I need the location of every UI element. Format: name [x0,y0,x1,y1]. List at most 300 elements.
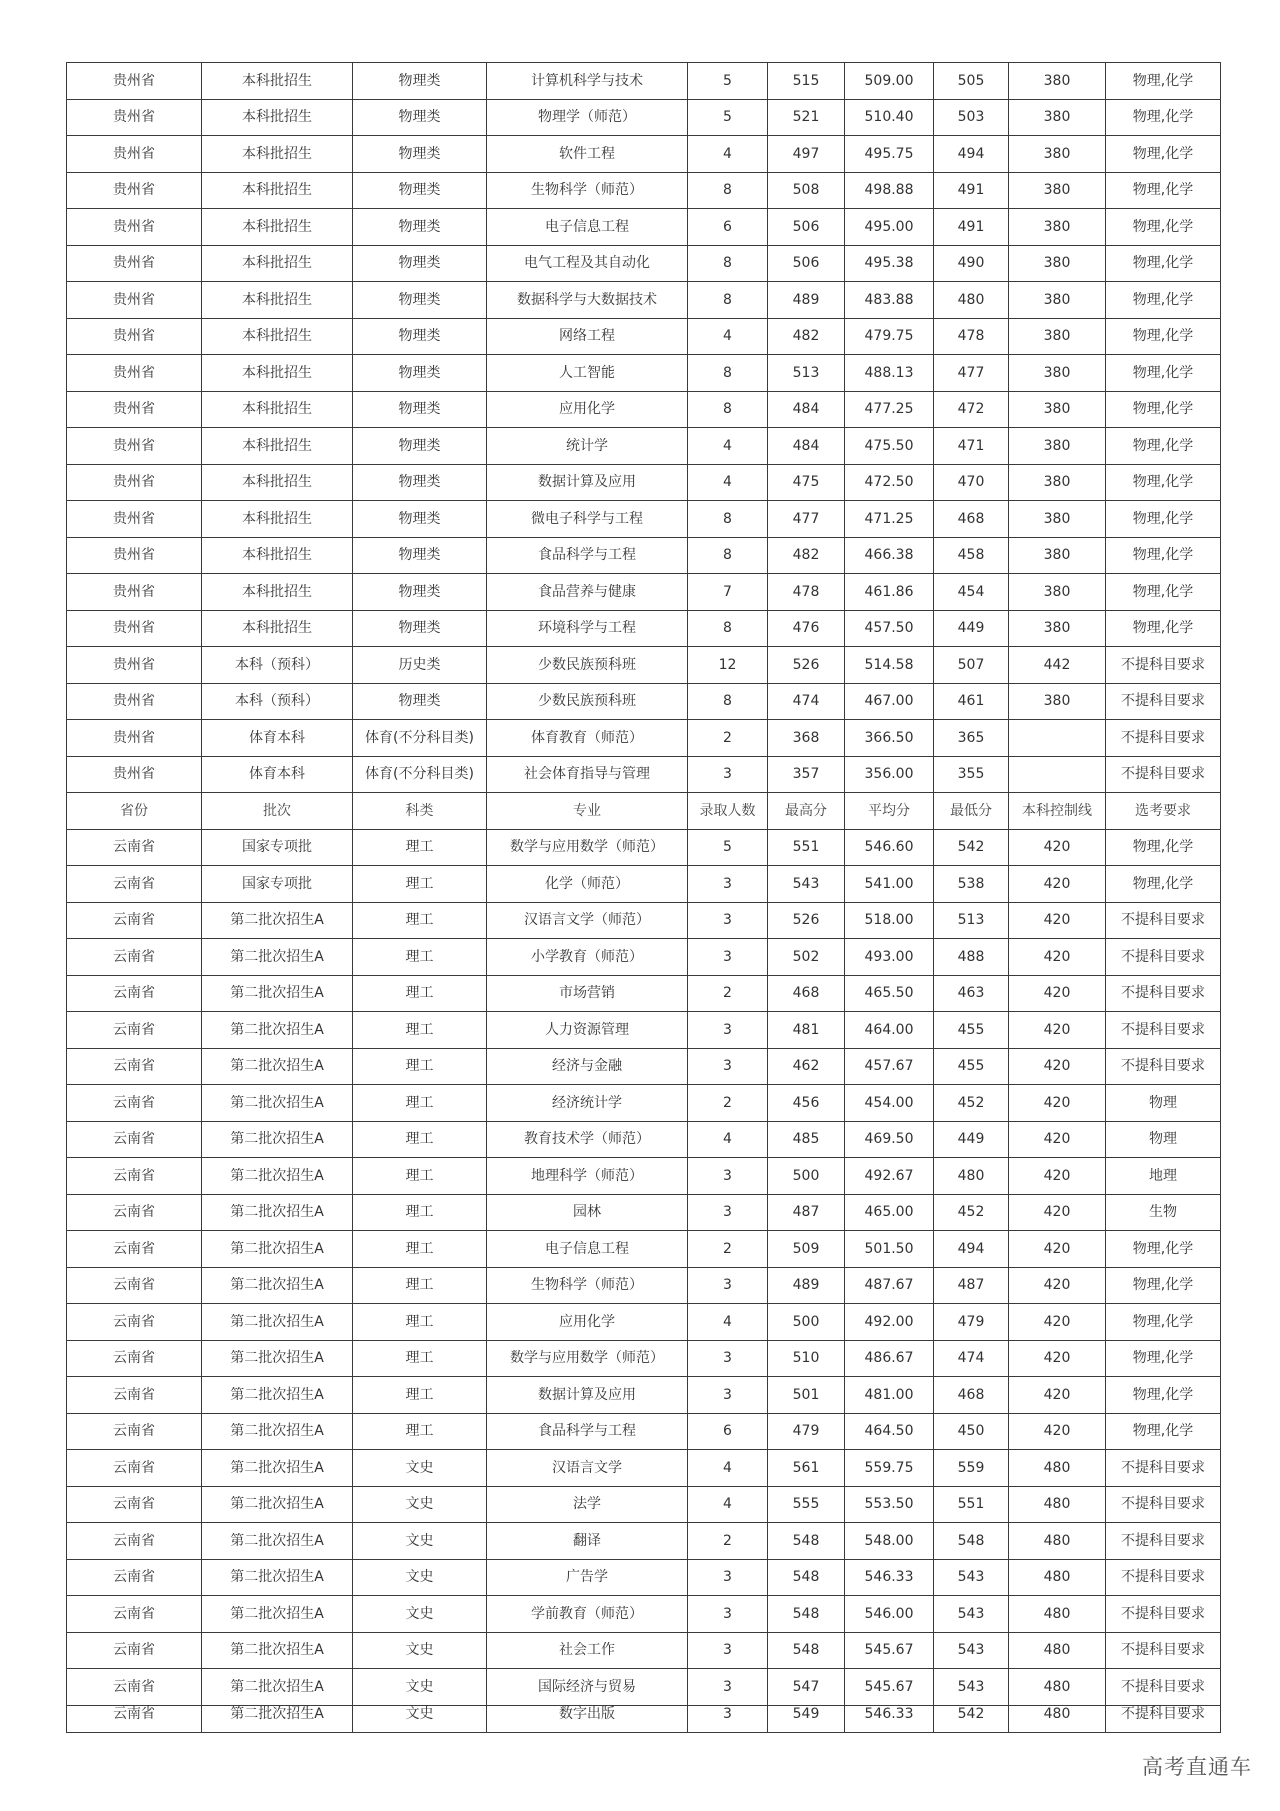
cell-batch: 第二批次招生A [202,1231,353,1268]
cell-batch: 本科批招生 [202,209,353,246]
cell-min-score: 450 [934,1413,1009,1450]
cell-province: 云南省 [67,1012,202,1049]
cell-min-score: 480 [934,1158,1009,1195]
table-row [67,1669,1221,1706]
cell-min-score: 548 [934,1523,1009,1560]
cell-category: 物理类 [353,610,487,647]
cell-max-score: 475 [768,464,845,501]
cell-min-score: 538 [934,866,1009,903]
cell-major: 数据计算及应用 [487,1377,688,1414]
cell-avg-score: 501.50 [845,1231,934,1268]
cell-subject-requirement: 物理,化学 [1106,1377,1221,1414]
cell-avg-score: 553.50 [845,1486,934,1523]
table-row [67,1450,1221,1487]
cell-avg-score: 495.38 [845,245,934,282]
table-row [67,647,1221,684]
cell-province: 贵州省 [67,245,202,282]
cell-province: 贵州省 [67,647,202,684]
cell-province: 贵州省 [67,172,202,209]
cell-max-score: 508 [768,172,845,209]
cell-max-score: 456 [768,1085,845,1122]
cell-major: 食品科学与工程 [487,537,688,574]
cell-admitted-count: 3 [688,1377,768,1414]
cell-control-line: 420 [1009,902,1106,939]
cell-min-score: 513 [934,902,1009,939]
cell-province: 云南省 [67,1304,202,1341]
cell-control-line: 380 [1009,172,1106,209]
cell-avg-score: 559.75 [845,1450,934,1487]
table-row [67,975,1221,1012]
cell-subject-requirement: 不提科目要求 [1106,1048,1221,1085]
cell-subject-requirement: 物理 [1106,1085,1221,1122]
cell-max-score: 484 [768,428,845,465]
cell-category: 文史 [353,1450,487,1487]
cell-province: 贵州省 [67,428,202,465]
cell-max-score: 500 [768,1304,845,1341]
cell-major: 广告学 [487,1559,688,1596]
cell-min-score: 491 [934,172,1009,209]
cell-batch: 本科批招生 [202,99,353,136]
cell-avg-score: 469.50 [845,1121,934,1158]
cell-batch: 本科（预科） [202,683,353,720]
cell-province: 贵州省 [67,63,202,100]
cell-max-score: 561 [768,1450,845,1487]
cell-category: 理工 [353,1304,487,1341]
cell-major: 数学与应用数学（师范） [487,829,688,866]
cell-batch: 第二批次招生A [202,1450,353,1487]
cell-batch: 第二批次招生A [202,902,353,939]
admission-score-table [66,62,1221,1733]
cell-subject-requirement: 不提科目要求 [1106,939,1221,976]
cell-admitted-count: 8 [688,537,768,574]
cell-control-line: 480 [1009,1632,1106,1669]
cell-min-score: 470 [934,464,1009,501]
cell-min-score: 543 [934,1596,1009,1633]
cell-max-score: 510 [768,1340,845,1377]
cell-subject-requirement: 不提科目要求 [1106,1559,1221,1596]
cell-province: 云南省 [67,1559,202,1596]
cell-avg-score: 486.67 [845,1340,934,1377]
cell-major: 少数民族预科班 [487,683,688,720]
cell-avg-score: 457.50 [845,610,934,647]
cell-max-score: 551 [768,829,845,866]
cell-control-line: 420 [1009,1267,1106,1304]
header-cell-major: 专业 [487,793,688,830]
cell-subject-requirement: 物理,化学 [1106,610,1221,647]
cell-control-line: 480 [1009,1705,1106,1732]
cell-province: 云南省 [67,975,202,1012]
cell-category: 理工 [353,1158,487,1195]
cell-max-score: 526 [768,647,845,684]
cell-min-score: 477 [934,355,1009,392]
cell-control-line: 380 [1009,63,1106,100]
cell-category: 理工 [353,1085,487,1122]
cell-major: 园林 [487,1194,688,1231]
cell-max-score: 368 [768,720,845,757]
header-cell-category: 科类 [353,793,487,830]
cell-control-line: 420 [1009,1048,1106,1085]
cell-avg-score: 472.50 [845,464,934,501]
cell-subject-requirement: 物理,化学 [1106,1340,1221,1377]
cell-control-line: 480 [1009,1486,1106,1523]
cell-major: 市场营销 [487,975,688,1012]
cell-subject-requirement: 不提科目要求 [1106,683,1221,720]
cell-major: 数学与应用数学（师范） [487,1340,688,1377]
cell-max-score: 481 [768,1012,845,1049]
cell-avg-score: 493.00 [845,939,934,976]
table-row [67,537,1221,574]
cell-subject-requirement: 物理,化学 [1106,464,1221,501]
table-row [67,756,1221,793]
cell-subject-requirement: 物理 [1106,1121,1221,1158]
cell-avg-score: 495.75 [845,136,934,173]
cell-category: 理工 [353,1377,487,1414]
cell-control-line: 380 [1009,245,1106,282]
cell-batch: 第二批次招生A [202,1486,353,1523]
cell-min-score: 480 [934,282,1009,319]
cell-admitted-count: 5 [688,99,768,136]
cell-category: 理工 [353,939,487,976]
cell-min-score: 468 [934,501,1009,538]
cell-major: 人工智能 [487,355,688,392]
cell-control-line: 420 [1009,866,1106,903]
cell-province: 云南省 [67,1048,202,1085]
cell-avg-score: 464.50 [845,1413,934,1450]
cell-category: 理工 [353,866,487,903]
cell-province: 云南省 [67,1121,202,1158]
cell-admitted-count: 3 [688,1669,768,1706]
cell-category: 文史 [353,1523,487,1560]
cell-category: 体育(不分科目类) [353,756,487,793]
cell-province: 贵州省 [67,610,202,647]
cell-batch: 第二批次招生A [202,975,353,1012]
cell-max-score: 474 [768,683,845,720]
cell-admitted-count: 4 [688,1304,768,1341]
cell-avg-score: 546.60 [845,829,934,866]
cell-major: 经济与金融 [487,1048,688,1085]
cell-subject-requirement: 生物 [1106,1194,1221,1231]
cell-max-score: 479 [768,1413,845,1450]
cell-batch: 第二批次招生A [202,1596,353,1633]
table-row [67,1596,1221,1633]
cell-avg-score: 457.67 [845,1048,934,1085]
cell-avg-score: 479.75 [845,318,934,355]
cell-province: 云南省 [67,902,202,939]
cell-major: 食品科学与工程 [487,1413,688,1450]
cell-min-score: 543 [934,1669,1009,1706]
cell-batch: 第二批次招生A [202,1194,353,1231]
table-row [67,866,1221,903]
cell-batch: 本科批招生 [202,245,353,282]
table-row [67,720,1221,757]
cell-major: 国际经济与贸易 [487,1669,688,1706]
cell-min-score: 542 [934,829,1009,866]
cell-batch: 第二批次招生A [202,1669,353,1706]
cell-avg-score: 461.86 [845,574,934,611]
cell-admitted-count: 4 [688,318,768,355]
table-row [67,1486,1221,1523]
cell-max-score: 506 [768,245,845,282]
cell-avg-score: 509.00 [845,63,934,100]
cell-max-score: 548 [768,1632,845,1669]
table-row [67,209,1221,246]
cell-major: 电子信息工程 [487,1231,688,1268]
cell-category: 物理类 [353,464,487,501]
cell-min-score: 452 [934,1085,1009,1122]
cell-category: 物理类 [353,683,487,720]
cell-avg-score: 477.25 [845,391,934,428]
cell-min-score: 468 [934,1377,1009,1414]
cell-batch: 国家专项批 [202,829,353,866]
cell-avg-score: 488.13 [845,355,934,392]
cell-max-score: 482 [768,318,845,355]
table-row [67,1523,1221,1560]
cell-batch: 本科批招生 [202,610,353,647]
cell-province: 云南省 [67,1377,202,1414]
cell-max-score: 482 [768,537,845,574]
cell-subject-requirement: 不提科目要求 [1106,1632,1221,1669]
cell-control-line: 420 [1009,829,1106,866]
cell-min-score: 449 [934,1121,1009,1158]
cell-batch: 第二批次招生A [202,1121,353,1158]
cell-subject-requirement: 不提科目要求 [1106,975,1221,1012]
cell-min-score: 455 [934,1012,1009,1049]
cell-category: 物理类 [353,501,487,538]
cell-batch: 第二批次招生A [202,1158,353,1195]
cell-admitted-count: 6 [688,209,768,246]
cell-admitted-count: 3 [688,1340,768,1377]
cell-min-score: 543 [934,1632,1009,1669]
table-row [67,829,1221,866]
cell-min-score: 494 [934,1231,1009,1268]
cell-province: 云南省 [67,866,202,903]
cell-max-score: 515 [768,63,845,100]
cell-control-line: 380 [1009,464,1106,501]
cell-control-line: 380 [1009,537,1106,574]
table-row [67,1559,1221,1596]
cell-province: 云南省 [67,1523,202,1560]
cell-max-score: 555 [768,1486,845,1523]
cell-major: 小学教育（师范） [487,939,688,976]
cell-admitted-count: 5 [688,63,768,100]
cell-batch: 第二批次招生A [202,1340,353,1377]
cell-province: 云南省 [67,939,202,976]
cell-subject-requirement: 不提科目要求 [1106,1450,1221,1487]
cell-major: 电子信息工程 [487,209,688,246]
cell-major: 社会体育指导与管理 [487,756,688,793]
table-row [67,391,1221,428]
cell-avg-score: 548.00 [845,1523,934,1560]
table-row [67,1048,1221,1085]
cell-category: 理工 [353,902,487,939]
cell-category: 历史类 [353,647,487,684]
cell-max-score: 509 [768,1231,845,1268]
cell-control-line: 380 [1009,355,1106,392]
cell-subject-requirement: 地理 [1106,1158,1221,1195]
cell-admitted-count: 3 [688,1596,768,1633]
table-header-row [67,793,1221,830]
cell-category: 物理类 [353,136,487,173]
cell-batch: 国家专项批 [202,866,353,903]
cell-avg-score: 492.00 [845,1304,934,1341]
cell-control-line: 420 [1009,1231,1106,1268]
table-row [67,939,1221,976]
cell-avg-score: 498.88 [845,172,934,209]
table-row [67,1632,1221,1669]
cell-max-score: 548 [768,1596,845,1633]
cell-major: 物理学（师范） [487,99,688,136]
header-cell-max-score: 最高分 [768,793,845,830]
cell-avg-score: 481.00 [845,1377,934,1414]
cell-category: 物理类 [353,318,487,355]
table-row [67,245,1221,282]
cell-min-score: 365 [934,720,1009,757]
cell-avg-score: 466.38 [845,537,934,574]
cell-subject-requirement: 物理,化学 [1106,1267,1221,1304]
cell-min-score: 472 [934,391,1009,428]
cell-category: 物理类 [353,428,487,465]
cell-category: 文史 [353,1559,487,1596]
cell-province: 云南省 [67,1413,202,1450]
cell-control-line: 420 [1009,939,1106,976]
header-cell-avg-score: 平均分 [845,793,934,830]
cell-min-score: 487 [934,1267,1009,1304]
cell-major: 数字出版 [487,1705,688,1732]
cell-province: 贵州省 [67,464,202,501]
cell-min-score: 454 [934,574,1009,611]
cell-control-line: 380 [1009,610,1106,647]
cell-control-line: 420 [1009,1121,1106,1158]
cell-control-line [1009,756,1106,793]
cell-max-score: 506 [768,209,845,246]
cell-admitted-count: 8 [688,683,768,720]
cell-batch: 本科批招生 [202,172,353,209]
cell-control-line: 442 [1009,647,1106,684]
cell-subject-requirement: 不提科目要求 [1106,1705,1221,1732]
cell-province: 云南省 [67,1158,202,1195]
cell-province: 贵州省 [67,318,202,355]
cell-avg-score: 545.67 [845,1632,934,1669]
table-row [67,1231,1221,1268]
cell-control-line: 420 [1009,1377,1106,1414]
cell-subject-requirement: 物理,化学 [1106,245,1221,282]
cell-category: 文史 [353,1705,487,1732]
cell-control-line: 480 [1009,1559,1106,1596]
cell-admitted-count: 6 [688,1413,768,1450]
cell-subject-requirement: 物理,化学 [1106,501,1221,538]
cell-admitted-count: 3 [688,1705,768,1732]
table-row [67,1340,1221,1377]
table-row [67,99,1221,136]
cell-subject-requirement: 物理,化学 [1106,1231,1221,1268]
cell-category: 理工 [353,1048,487,1085]
cell-province: 云南省 [67,1632,202,1669]
cell-category: 文史 [353,1669,487,1706]
cell-control-line: 380 [1009,209,1106,246]
cell-admitted-count: 3 [688,1012,768,1049]
cell-control-line: 420 [1009,1158,1106,1195]
cell-batch: 第二批次招生A [202,1012,353,1049]
table-row [67,902,1221,939]
cell-admitted-count: 8 [688,610,768,647]
cell-province: 贵州省 [67,355,202,392]
cell-max-score: 462 [768,1048,845,1085]
cell-min-score: 474 [934,1340,1009,1377]
cell-control-line: 480 [1009,1596,1106,1633]
cell-max-score: 526 [768,902,845,939]
cell-major: 应用化学 [487,391,688,428]
cell-category: 物理类 [353,355,487,392]
cell-batch: 本科（预科） [202,647,353,684]
cell-max-score: 478 [768,574,845,611]
table-row [67,1304,1221,1341]
cell-subject-requirement: 物理,化学 [1106,318,1221,355]
cell-batch: 本科批招生 [202,318,353,355]
cell-avg-score: 454.00 [845,1085,934,1122]
cell-batch: 第二批次招生A [202,1048,353,1085]
table-row [67,282,1221,319]
cell-control-line: 380 [1009,391,1106,428]
cell-control-line: 380 [1009,99,1106,136]
cell-province: 云南省 [67,1085,202,1122]
cell-major: 翻译 [487,1523,688,1560]
table-row [67,464,1221,501]
cell-subject-requirement: 物理,化学 [1106,172,1221,209]
cell-avg-score: 475.50 [845,428,934,465]
cell-max-score: 547 [768,1669,845,1706]
cell-control-line: 420 [1009,1304,1106,1341]
cell-control-line: 380 [1009,501,1106,538]
cell-category: 物理类 [353,574,487,611]
cell-admitted-count: 3 [688,1048,768,1085]
cell-avg-score: 510.40 [845,99,934,136]
cell-admitted-count: 4 [688,1121,768,1158]
cell-province: 贵州省 [67,282,202,319]
cell-admitted-count: 4 [688,136,768,173]
cell-control-line [1009,720,1106,757]
cell-max-score: 476 [768,610,845,647]
cell-category: 理工 [353,1121,487,1158]
cell-avg-score: 514.58 [845,647,934,684]
cell-min-score: 503 [934,99,1009,136]
watermark-text: 高考直通车 [1142,1755,1252,1779]
cell-subject-requirement: 物理,化学 [1106,355,1221,392]
table-row [67,1158,1221,1195]
cell-max-score: 549 [768,1705,845,1732]
cell-min-score: 494 [934,136,1009,173]
cell-max-score: 485 [768,1121,845,1158]
cell-max-score: 484 [768,391,845,428]
cell-min-score: 559 [934,1450,1009,1487]
cell-control-line: 420 [1009,975,1106,1012]
header-cell-admitted-count: 录取人数 [688,793,768,830]
cell-admitted-count: 2 [688,1085,768,1122]
cell-batch: 第二批次招生A [202,1705,353,1732]
cell-subject-requirement: 物理,化学 [1106,209,1221,246]
cell-admitted-count: 3 [688,1267,768,1304]
cell-batch: 第二批次招生A [202,1267,353,1304]
cell-subject-requirement: 不提科目要求 [1106,1596,1221,1633]
table-row [67,136,1221,173]
cell-admitted-count: 8 [688,501,768,538]
cell-province: 贵州省 [67,391,202,428]
cell-max-score: 521 [768,99,845,136]
cell-batch: 体育本科 [202,720,353,757]
cell-subject-requirement: 物理,化学 [1106,63,1221,100]
cell-batch: 第二批次招生A [202,1413,353,1450]
cell-province: 云南省 [67,829,202,866]
cell-avg-score: 546.00 [845,1596,934,1633]
